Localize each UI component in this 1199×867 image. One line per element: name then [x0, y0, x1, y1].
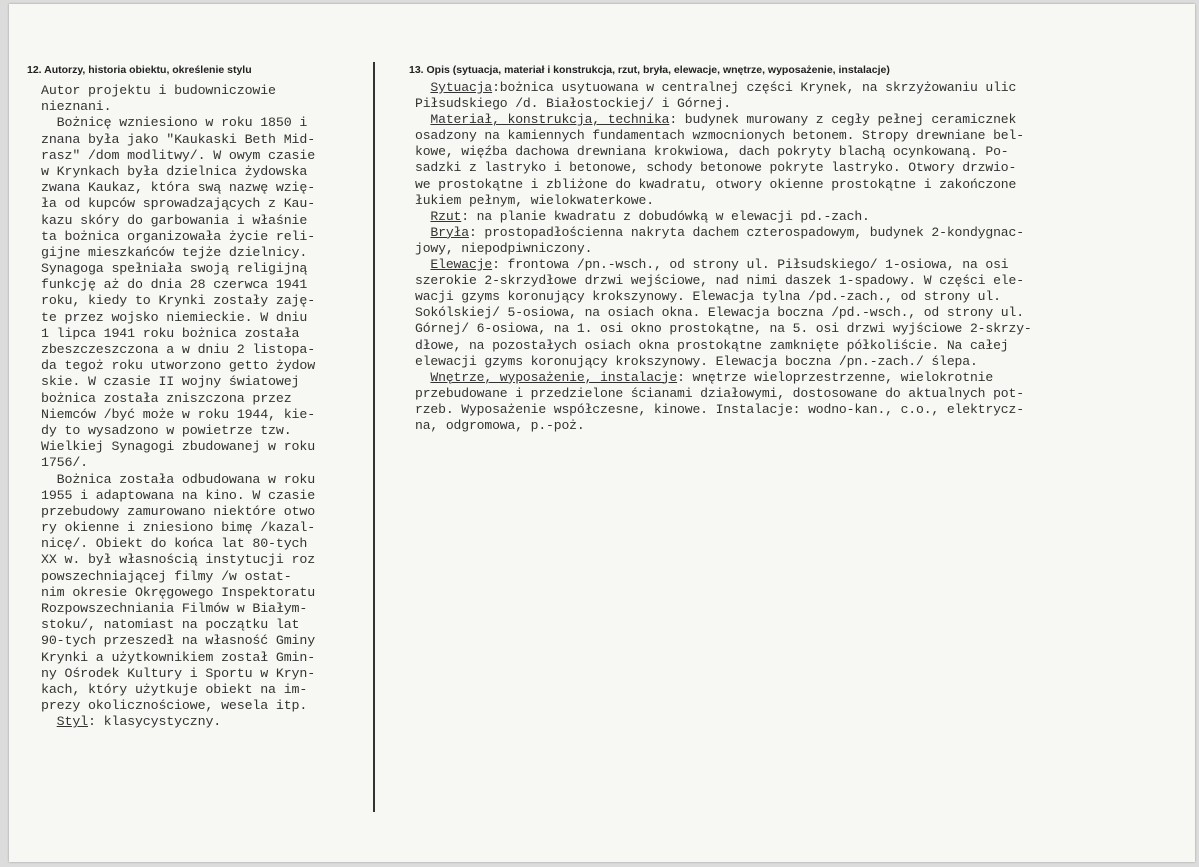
- text-line: [41, 213, 315, 229]
- text-line: [41, 633, 315, 649]
- line-text: przebudowane i przedzielone ścianami działowymi, dostosowane do aktualnych pot-: [415, 385, 1024, 401]
- text-line: [41, 423, 315, 439]
- text-line: [41, 536, 315, 552]
- text-line: [41, 488, 315, 504]
- line-text: Piłsudskiego /d. Białostockiej/ i Górnej.: [415, 96, 732, 112]
- text-line: [41, 601, 315, 617]
- line-text: Górnej/ 6-osiowa, na 1. osi okno prostokątne, na 5. osi drzwi wyjściowe 2-skrzy-: [415, 321, 1032, 337]
- text-line: [41, 439, 315, 455]
- text-line: [41, 407, 315, 423]
- line-text: łukiem pełnym, wielokwaterkowe.: [415, 192, 654, 208]
- text-line: [415, 321, 1032, 337]
- line-text: elewacji gzyms koronujący krokszynowy. Elewacja boczna /pn.-zach./ ślepa.: [415, 353, 978, 369]
- text-line: [415, 273, 1032, 289]
- line-text: te przez wojsko niemieckie. W dniu: [41, 309, 308, 325]
- line-text: XX w. był własnością instytucji roz: [41, 552, 316, 568]
- column-divider: [373, 62, 375, 812]
- line-text: roku, kiedy to Krynki zostały zaję-: [41, 293, 316, 309]
- text-line: [415, 257, 1032, 273]
- line-text: powszechniającej filmy /w ostat-: [41, 568, 292, 584]
- line-text: da tegoż roku utworzono getto żydow: [41, 358, 316, 374]
- line-text: prezy okolicznościowe, wesela itp.: [41, 698, 308, 714]
- text-line: [415, 80, 1032, 96]
- text-line: [41, 342, 315, 358]
- text-line: [41, 698, 315, 714]
- line-text: znana była jako "Kaukaski Beth Mid-: [41, 131, 316, 147]
- text-line: [41, 180, 315, 196]
- text-line: [41, 714, 315, 730]
- line-text: Sokólskiej/ 5-osiowa, na osiach okna. Elewacja boczna /pd.-wsch., od strony ul.: [415, 305, 1024, 321]
- line-text: : prostopadłościenna nakryta dachem czterospadowym, budynek 2-kondygnac-: [468, 224, 1024, 240]
- line-text: Niemców /być może w roku 1944, kie-: [41, 406, 316, 422]
- line-text: [415, 112, 430, 127]
- line-text: 1 lipca 1941 roku bożnica została: [41, 325, 300, 341]
- line-text: [415, 257, 430, 272]
- line-text: : budynek murowany z cegły pełnej ceramicznek: [669, 112, 1017, 128]
- text-line: [415, 289, 1032, 305]
- text-line: [415, 112, 1032, 128]
- line-text: sadzki z lastryko i betonowe, schody betonowe pokryte lastryko. Otwory drzwio-: [415, 160, 1017, 176]
- text-line: [415, 305, 1032, 321]
- line-text: kowe, więźba dachowa drewniana krokwiowa, dach pokryty blachą ocynkowaną. Po-: [415, 144, 1009, 160]
- text-line: [415, 370, 1032, 386]
- text-line: [41, 277, 315, 293]
- line-text: zwana Kaukaz, która swą nazwę wzię-: [41, 180, 316, 196]
- underlined-label: Wnętrze, wyposażenie, instalacje: [430, 369, 678, 385]
- line-text: ny Ośrodek Kultury i Sportu w Kryn-: [41, 665, 316, 681]
- line-text: ry okienne i zniesiono bimę /kazal-: [41, 520, 316, 536]
- text-line: [41, 132, 315, 148]
- text-line: [41, 164, 315, 180]
- text-line: [41, 552, 315, 568]
- line-text: osadzony na kamiennych fundamentach wzmocnionych betonem. Stropy drewniane bel-: [415, 128, 1024, 144]
- line-text: Rozpowszechniania Filmów w Białym-: [41, 601, 308, 616]
- text-line: [415, 241, 1032, 257]
- text-line: [415, 386, 1032, 402]
- line-text: stoku/, natomiast na początku lat: [41, 617, 300, 633]
- line-text: szerokie 2-skrzydłowe drzwi wejściowe, nad nimi daszek 1-spadowy. W części ele-: [415, 273, 1024, 289]
- text-line: [41, 374, 315, 390]
- text-line: [41, 148, 315, 164]
- underlined-label: Sytuacja: [430, 80, 493, 95]
- line-text: w Krynkach była dzielnica żydowska: [41, 163, 308, 179]
- underlined-label: Rzut: [430, 208, 462, 224]
- line-text: : wnętrze wieloprzestrzenne, wielokrotnie: [677, 369, 994, 385]
- line-text: funkcję aż do dnia 28 czerwca 1941: [41, 277, 308, 293]
- text-line: [41, 650, 315, 666]
- section-12-text: [41, 83, 315, 731]
- line-text: [41, 714, 57, 729]
- line-text: : klasycystyczny.: [88, 714, 222, 730]
- text-line: [41, 617, 315, 633]
- text-line: [415, 418, 1032, 434]
- text-line: [41, 196, 315, 212]
- line-text: skie. W czasie II wojny światowej: [41, 374, 300, 390]
- underlined-label: Styl: [56, 714, 88, 730]
- text-line: [415, 193, 1032, 209]
- text-line: [41, 504, 315, 520]
- line-text: przebudowy zamurowano niektóre otwo: [41, 503, 316, 519]
- text-line: [415, 96, 1032, 112]
- text-line: [41, 245, 315, 261]
- text-line: [41, 520, 315, 536]
- line-text: [415, 370, 430, 385]
- text-line: [41, 666, 315, 682]
- line-text: zbeszczeszczona a w dniu 2 listopa-: [41, 342, 316, 357]
- section-13-text: [415, 80, 1032, 434]
- text-line: [415, 128, 1032, 144]
- line-text: : na planie kwadratu z dobudówką w elewacji pd.-zach.: [461, 208, 870, 224]
- text-line: [415, 177, 1032, 193]
- line-text: dłowe, na pozostałych osiach okna prostokątne zamknięte półkoliście. Na całej: [415, 337, 1009, 353]
- text-line: [41, 682, 315, 698]
- line-text: ta bożnica organizowała życie reli-: [41, 228, 316, 244]
- text-line: [415, 338, 1032, 354]
- text-line: [41, 310, 315, 326]
- line-text: Bożnica została odbudowana w roku: [41, 471, 316, 487]
- text-line: [41, 391, 315, 407]
- line-text: na, odgromowa, p.-poż.: [415, 417, 585, 433]
- text-line: [415, 225, 1032, 241]
- text-line: [415, 160, 1032, 176]
- line-text: Synagoga spełniała swoją religijną: [41, 261, 308, 277]
- text-line: [41, 83, 315, 99]
- text-line: [41, 472, 315, 488]
- line-text: we prostokątne i zbliżone do kwadratu, otwory okienne prostokątne i zakończone: [415, 176, 1017, 192]
- text-line: [41, 115, 315, 131]
- section-13-heading: 13. Opis (sytuacja, materiał i konstrukcja, rzut, bryła, elewacje, wnętrze, wyposażenie, instalacje): [409, 64, 890, 76]
- line-text: jowy, niepodpiwniczony.: [415, 240, 593, 256]
- line-text: rasz" /dom modlitwy/. W owym czasie: [41, 147, 316, 163]
- line-text: Krynki a użytkownikiem został Gmin-: [41, 649, 316, 665]
- text-line: [41, 326, 315, 342]
- underlined-label: Elewacje: [430, 257, 493, 273]
- underlined-label: Materiał, konstrukcja, technika: [430, 112, 670, 128]
- line-text: Autor projektu i budowniczowie: [41, 83, 276, 98]
- line-text: gijne mieszkańców tejże dzielnicy.: [41, 244, 308, 260]
- text-line: [415, 209, 1032, 225]
- text-line: [41, 293, 315, 309]
- text-line: [41, 229, 315, 245]
- line-text: 90-tych przeszedł na własność Gminy: [41, 633, 316, 649]
- line-text: kazu skóry do garbowania i właśnie: [41, 212, 308, 228]
- line-text: [415, 80, 430, 95]
- line-text: nieznani.: [41, 99, 112, 115]
- text-line: [41, 261, 315, 277]
- section-12-heading: 12. Autorzy, historia obiektu, określenie stylu: [27, 64, 252, 76]
- document-sheet: [9, 4, 1195, 862]
- text-line: [415, 144, 1032, 160]
- line-text: [415, 209, 430, 224]
- text-line: [41, 358, 315, 374]
- line-text: Bożnicę wzniesiono w roku 1850 i: [41, 115, 308, 131]
- text-line: [415, 402, 1032, 418]
- text-line: [41, 585, 315, 601]
- text-line: [41, 99, 315, 115]
- line-text: :bożnica usytuowana w centralnej części Krynek, na skrzyżowaniu ulic: [492, 80, 1017, 95]
- text-line: [41, 455, 315, 471]
- line-text: Wielkiej Synagogi zbudowanej w roku: [41, 439, 316, 455]
- line-text: kach, który użytkuje obiekt na im-: [41, 681, 308, 697]
- text-line: [41, 569, 315, 585]
- line-text: 1955 i adaptowana na kino. W czasie: [41, 487, 316, 503]
- line-text: rzeb. Wyposażenie współczesne, kinowe. Instalacje: wodno-kan., c.o., elektrycz-: [415, 401, 1024, 417]
- line-text: dy to wysadzono w powietrze tzw.: [41, 422, 292, 438]
- line-text: 1756/.: [41, 455, 88, 471]
- line-text: : frontowa /pn.-wsch., od strony ul. Piłsudskiego/ 1-osiowa, na osi: [492, 257, 1009, 273]
- line-text: nim okresie Okręgowego Inspektoratu: [41, 584, 316, 600]
- line-text: bożnica została zniszczona przez: [41, 390, 292, 406]
- line-text: wacji gzyms koronujący krokszynowy. Elewacja tylna /pd.-zach., od strony ul.: [415, 289, 1001, 305]
- text-line: [415, 354, 1032, 370]
- underlined-label: Bryła: [430, 224, 469, 240]
- line-text: [415, 225, 430, 240]
- line-text: ła od kupców sprowadzających z Kau-: [41, 196, 316, 212]
- line-text: nicę/. Obiekt do końca lat 80-tych: [41, 536, 308, 552]
